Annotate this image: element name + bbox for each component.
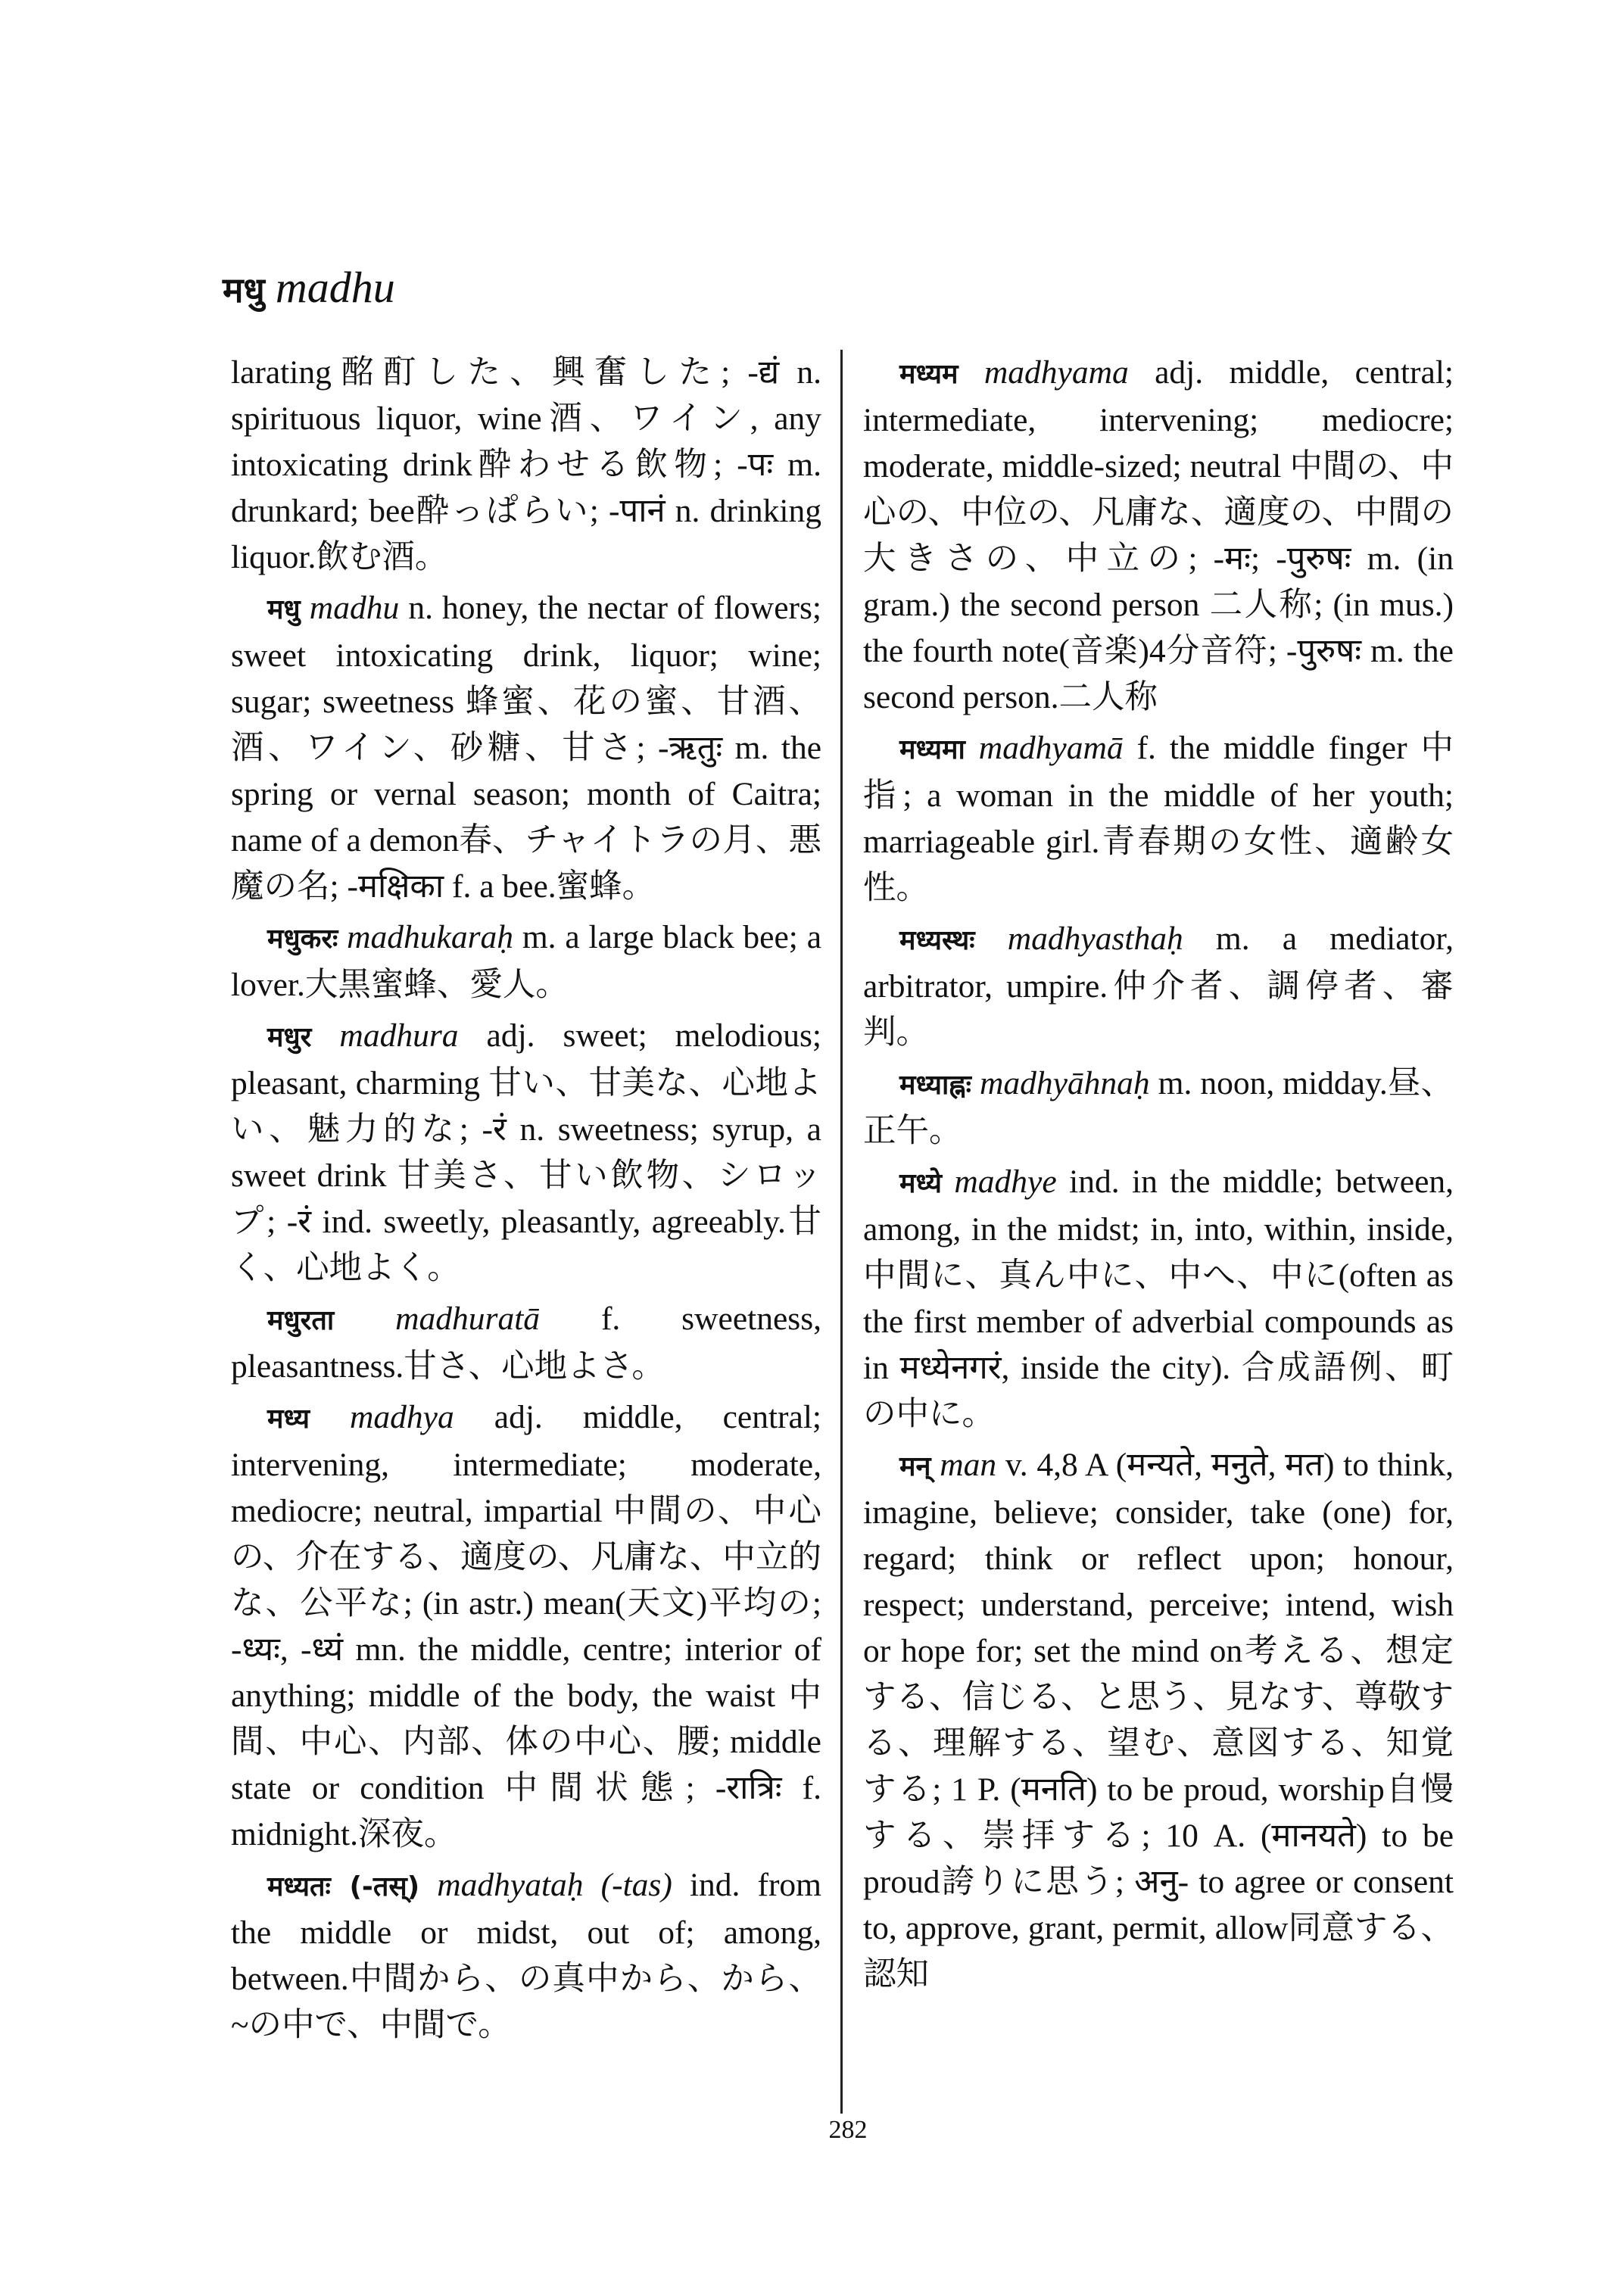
- entry-definition: ind. from the middle or midst, out of; among, between.中間から、の真中から、から、~の中で、中間で。: [231, 1867, 822, 2043]
- entry-transliteration: madhyataḥ (-tas): [437, 1867, 672, 1903]
- entry-headword: मध्याह्नः: [899, 1070, 971, 1101]
- entry-transliteration: madhyama: [983, 354, 1129, 391]
- dictionary-entry: [231, 1013, 821, 1291]
- column-divider: [840, 350, 843, 2114]
- entry-transliteration: madhyamā: [978, 730, 1124, 766]
- entry-headword: मध्यम: [899, 359, 959, 390]
- entry-definition: larating酩酊した、興奮した; -द्यं n. spirituous liquor, wine酒、ワイン, any intoxicating drink酔わせる飲物; -पः m. drunkard; bee酔っぱらい; -पानं n. drinking liquor.飲む酒。: [231, 354, 821, 575]
- entry-transliteration: madhukaraḥ: [347, 919, 514, 955]
- entry-definition: m. noon, midday.昼、正午。: [863, 1065, 1454, 1149]
- entry-headword: मधुरता: [267, 1305, 335, 1336]
- dictionary-entry: [231, 585, 821, 910]
- dictionary-entry: [863, 725, 1454, 911]
- entry-definition: m. a mediator, arbitrator, umpire.仲介者、調停者、審判。: [863, 921, 1454, 1051]
- entry-headword: मध्ये: [899, 1168, 942, 1199]
- entry-headword: मन्: [899, 1451, 931, 1482]
- dictionary-entry: [231, 1296, 821, 1390]
- dictionary-entry: [863, 350, 1454, 721]
- entry-definition: m. a large black bee; a lover.大黒蜜蜂、愛人。: [231, 919, 821, 1003]
- dictionary-entry: [863, 1061, 1454, 1154]
- entry-transliteration: madhu: [309, 590, 400, 626]
- entry-headword: मध्य: [267, 1404, 310, 1435]
- entry-definition: v. 4,8 A (मन्यते, मनुते, मत) to think, imagine, believe; consider, take (one) for, regard; think or reflect upon; honour, respect; understand, perceive; intend, wish or hope for; set the mind on考える、想定する、信じる、と思う、見なす、尊敬する、理解する、望む、意図する、知覚する; 1 P. (मनति) to be proud, worship自慢する、崇拝する; 10 A. (मानयते) to be proud誇りに思う; अनु- to agree or consent to, approve, grant, permit, allow同意する、認知: [863, 1447, 1454, 1992]
- entry-headword: मधुर: [267, 1022, 312, 1053]
- left-column: [231, 350, 821, 2053]
- entry-headword: मधुकरः: [267, 924, 338, 955]
- entry-transliteration: man: [940, 1447, 997, 1483]
- entry-definition: ind. in the middle; between, among, in the midst; in, into, within, inside, 中間に、真ん中に、中へ、中に(often as the first member of adverbial compounds as in मध्येनगरं, inside the city). 合成語例、町の中に。: [863, 1164, 1454, 1432]
- entry-definition: f. the middle finger 中指; a woman in the middle of her youth; marriageable girl.青春期の女性、適齢女性。: [863, 730, 1454, 906]
- page-number: 282: [828, 2116, 868, 2144]
- entry-headword: मध्यमा: [899, 734, 965, 765]
- header-devanagari: मधु: [223, 269, 265, 310]
- entry-headword: मधु: [267, 594, 301, 625]
- entry-definition: adj. sweet; melodious; pleasant, charming 甘い、甘美な、心地よい、魅力的な; -रं n. sweetness; syrup, a sweet drink 甘美さ、甘い飲物、シロップ; -रं ind. sweetly, pleasantly, agreeably.甘く、心地よく。: [231, 1017, 822, 1286]
- entry-transliteration: madhyasthaḥ: [1007, 921, 1183, 957]
- dictionary-entry: [231, 914, 821, 1008]
- right-column: [863, 350, 1454, 2002]
- entry-headword: मध्यतः (-तस्): [267, 1871, 420, 1902]
- entry-transliteration: madhye: [954, 1164, 1057, 1200]
- dictionary-entry: [231, 1862, 821, 2048]
- entry-definition: adj. middle, central; intermediate, intervening; mediocre; moderate, middle-sized; neutral 中間の、中心の、中位の、凡庸な、適度の、中間の大きさの、中立の; -मः; -पुरुषः m. (in gram.) the second person 二人称; (in mus.) the fourth note(音楽)4分音符; -पुरुषः m. the second person.二人称: [863, 354, 1454, 715]
- entry-definition: n. honey, the nectar of flowers; sweet intoxicating drink, liquor; wine; sugar; sweetness 蜂蜜、花の蜜、甘酒、酒、ワイン、砂糖、甘さ; -ऋतुः m. the spring or vernal season; month of Caitra; name of a demon春、チャイトラの月、悪魔の名; -मक्षिका f. a bee.蜜蜂。: [231, 590, 821, 905]
- entry-definition: adj. middle, central; intervening, intermediate; moderate, mediocre; neutral, impartial 中間の、中心の、介在する、適度の、凡庸な、中立的な、公平な; (in astr.) mean(天文)平均の; -ध्यः, -ध्यं mn. the middle, centre; interior of anything; middle of the body, the waist 中間、中心、内部、体の中心、腰; middle state or condition 中間状態; -रात्रिः f. midnight.深夜。: [231, 1399, 821, 1852]
- dictionary-entry: [863, 1442, 1454, 1998]
- dictionary-entry: [863, 916, 1454, 1056]
- dictionary-entry: [863, 1159, 1454, 1438]
- header-transliteration: madhu: [275, 263, 395, 312]
- dictionary-entry: [231, 350, 821, 581]
- entry-transliteration: madhya: [350, 1399, 454, 1435]
- dictionary-entry: [231, 1394, 821, 1858]
- entry-transliteration: madhuratā: [395, 1301, 541, 1337]
- entry-transliteration: madhura: [339, 1017, 459, 1054]
- entry-headword: मध्यस्थः: [899, 925, 975, 956]
- entry-transliteration: madhyāhnaḥ: [979, 1065, 1150, 1101]
- running-header: [223, 263, 395, 312]
- entry-definition: f. sweetness, pleasantness.甘さ、心地よさ。: [231, 1301, 822, 1385]
